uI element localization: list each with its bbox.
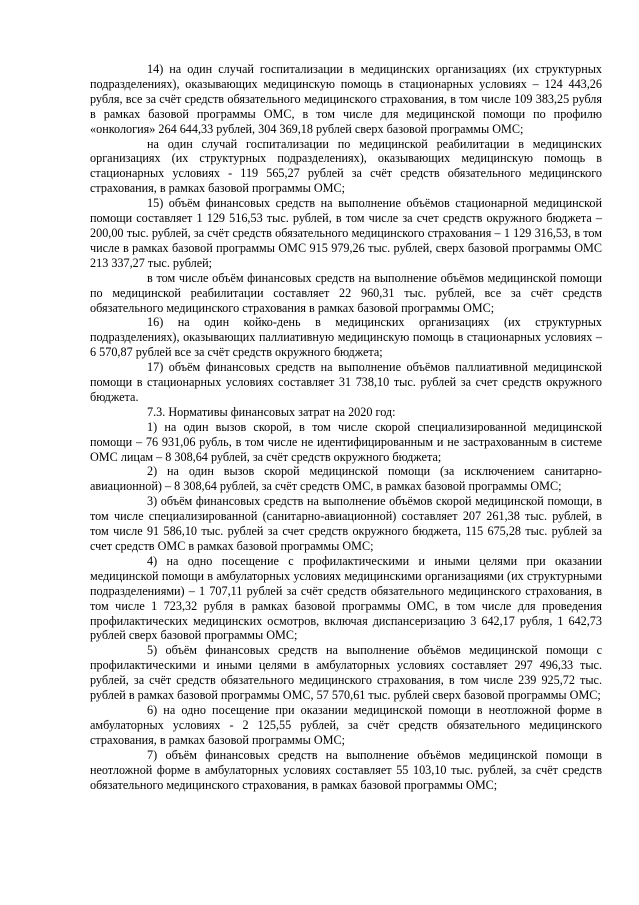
paragraph-item-4: 4) на одно посещение с профилактическими и иными целями при оказании медицинской помощи в амбулаторных условиях медицинскими организациями (их структурными подразделениями) – 1 707,11 рублей за счёт средств обязательного медицинского страхования, в том числе 1 723,32 рубля в рамках базовой программы ОМС, в том числе для проведения профилактических медицинских осмотров, включая диспансеризацию 3 642,17 рубля, 1 642,73 рублей сверх базовой программы ОМС; [90,553,602,643]
paragraph-item-16: 16) на один койко-день в медицинских организациях (их структурных подразделениях), оказывающих паллиативную медицинскую помощь в стационарных условиях – 6 570,87 рублей все за счёт средств окружного бюджета; [90,315,602,360]
paragraph-item-17: 17) объём финансовых средств на выполнение объёмов паллиативной медицинской помощи в стационарных условиях составляет 31 738,10 тыс. рублей за счет средств окружного бюджета. [90,360,602,404]
paragraph-item-15: 15) объём финансовых средств на выполнение объёмов стационарной медицинской помощи составляет 1 129 516,53 тыс. рублей, в том числе за счет средств окружного бюджета – 200,00 тыс. рублей, за счёт средств обязательного медицинского страхования – 1 129 316,53, в том числе в рамках базовой программы ОМС 915 979,26 тыс. рублей, сверх базовой программы ОМС 213 337,27 тыс. рублей; [90,196,602,270]
paragraph-rehab-volume: в том числе объём финансовых средств на выполнение объёмов медицинской помощи по медицинской реабилитации составляет 22 960,31 тыс. рублей, все за счёт средств обязательного медицинского страхования в рамках базовой программы ОМС; [90,270,602,315]
section-heading-7-3: 7.3. Нормативы финансовых затрат на 2020 год: [147,404,396,419]
paragraph-item-3: 3) объём финансовых средств на выполнение объёмов скорой медицинской помощи, в том числе специализированной (санитарно-авиационной) составляет 207 261,38 тыс. рублей, в том числе 91 586,10 тыс. рублей за счет средств окружного бюджета, 115 675,28 тыс. рублей за счет средств ОМС в рамках базовой программы ОМС; [90,494,602,553]
paragraph-item-6: 6) на одно посещение при оказании медицинской помощи в неотложной форме в амбулаторных условиях - 2 125,55 рублей, за счёт средств обязательного медицинского страхования, в рамках базовой программы ОМС; [90,702,602,747]
paragraph-item-5: 5) объём финансовых средств на выполнение объёмов медицинской помощи с профилактическими и иными целями в амбулаторных условиях составляет 297 496,33 тыс. рублей, за счёт средств обязательного медицинского страхования, в том числе 239 925,72 тыс. рублей в рамках базовой программы ОМС, 57 570,61 тыс. рублей сверх базовой программы ОМС; [90,643,602,703]
document-body [90,62,602,792]
paragraph-item-1: 1) на один вызов скорой, в том числе скорой специализированной медицинской помощи – 76 931,06 рубль, в том числе не идентифицированным и не застрахованным в системе ОМС лицам – 8 308,64 рублей, за счёт средств окружного бюджета; [90,419,602,464]
paragraph-rehab-hospitalization: на один случай госпитализации по медицинской реабилитации в медицинских организациях (их структурных подразделениях), оказывающих медицинскую помощь в стационарных условиях - 119 565,27 рублей за счёт средств обязательного медицинского страхования, в рамках базовой программы ОМС; [90,136,602,196]
paragraph-item-14: 14) на один случай госпитализации в медицинских организациях (их структурных подразделениях), оказывающих медицинскую помощь в стационарных условиях – 124 443,26 рубля, все за счёт средств обязательного медицинского страхования, в том числе 109 383,25 рубля в рамках базовой программы ОМС, в том числе для медицинской помощи по профилю «онкология» 264 644,33 рублей, 304 369,18 рублей сверх базовой программы ОМС; [90,62,602,136]
paragraph-item-7: 7) объём финансовых средств на выполнение объёмов медицинской помощи в неотложной форме в амбулаторных условиях составляет 55 103,10 тыс. рублей, за счёт средств обязательного медицинского страхования, в рамках базовой программы ОМС; [90,747,602,792]
paragraph-item-2: 2) на один вызов скорой медицинской помощи (за исключением санитарно-авиационной) – 8 308,64 рублей, за счёт средств ОМС, в рамках базовой программы ОМС; [90,464,602,494]
